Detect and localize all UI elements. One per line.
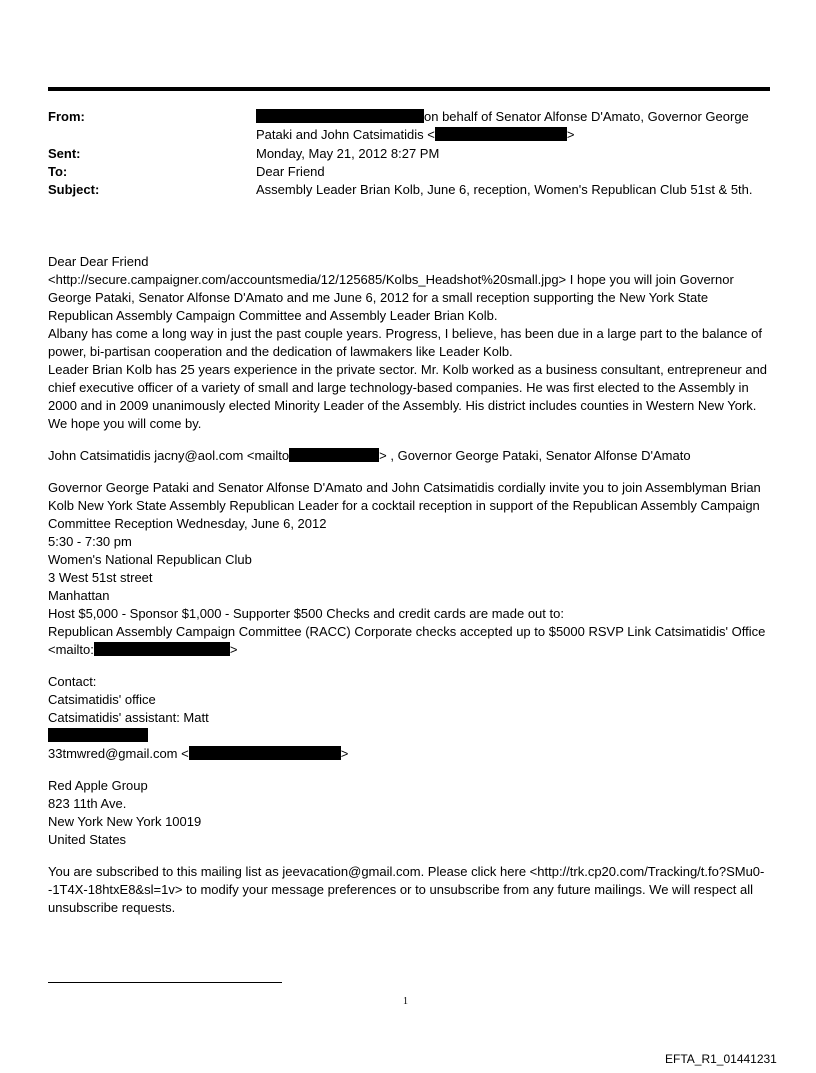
contact-office: Catsimatidis' office xyxy=(48,692,156,707)
event-time: 5:30 - 7:30 pm xyxy=(48,534,132,549)
redaction-bar xyxy=(189,746,341,760)
header-rule xyxy=(48,87,770,91)
subject-label: Subject: xyxy=(48,182,100,197)
paragraph-intro: <http://secure.campaigner.com/accountsmedia/12/125685/Kolbs_Headshot%20small.jpg> I hope you will join Governor George Pataki, Senator Alfonse D'Amato and me June 6, 2012 for a small reception supporting the New York State Republican Assembly Campaign Committee and Assembly Leader Brian Kolb. xyxy=(48,272,734,323)
contact-assistant: Catsimatidis' assistant: Matt xyxy=(48,710,209,725)
invitation-text: Governor George Pataki and Senator Alfonse D'Amato and John Catsimatidis cordially invite you to join Assemblyman Brian Kolb New York State Assembly Republican Leader for a cocktail reception in support of the Republican Assembly Campaign Committee Reception Wednesday, June 6, 2012 xyxy=(48,480,761,531)
subject-value: Assembly Leader Brian Kolb, June 6, reception, Women's Republican Club 51st & 5th. xyxy=(256,182,753,197)
document-id: EFTA_R1_01441231 xyxy=(665,1052,777,1066)
paragraph-albany: Albany has come a long way in just the past couple years. Progress, I believe, has been due in a large part to the balance of power, bi-partisan cooperation and the dedication of lawmakers like Leader Kolb. xyxy=(48,326,762,359)
contact-email: 33tmwred@gmail.com < > xyxy=(48,746,349,761)
email-body xyxy=(48,253,773,917)
paragraph-kolb: Leader Brian Kolb has 25 years experience in the private sector. Mr. Kolb worked as a business consultant, entrepreneur and chief executive officer of a variety of small and large technology-based companies. He was first elected to the Assembly in 2000 and in 2009 unanimously elected Minority Leader of the Assembly. His district includes counties in Western New York. xyxy=(48,362,768,413)
redaction-bar xyxy=(48,728,148,742)
org-country: United States xyxy=(48,832,127,847)
sent-value: Monday, May 21, 2012 8:27 PM xyxy=(256,146,440,161)
org-name: Red Apple Group xyxy=(48,778,148,793)
org-address-1: 823 11th Ave. xyxy=(48,796,127,811)
racc-line: Republican Assembly Campaign Committee (RACC) Corporate checks accepted up to $5000 RSVP Link Catsimatidis' Office <mailto: > xyxy=(48,624,766,657)
greeting: Dear Dear Friend xyxy=(48,254,149,269)
redaction-bar xyxy=(435,127,567,141)
page-number: 1 xyxy=(403,996,408,1007)
paragraph-closing: We hope you will come by. xyxy=(48,416,202,431)
from-text-2-end: > xyxy=(566,127,575,142)
from-text-1: on behalf of Senator Alfonse D'Amato, Governor George xyxy=(424,109,749,124)
footnote-rule xyxy=(48,982,282,983)
redaction-bar xyxy=(94,642,230,656)
contact-label: Contact: xyxy=(48,674,97,689)
from-value-line2 xyxy=(256,126,574,144)
redaction-bar xyxy=(256,109,424,123)
from-text-2: Pataki and John Catsimatidis < xyxy=(256,127,435,142)
from-label: From: xyxy=(48,109,85,124)
org-address-2: New York New York 10019 xyxy=(48,814,202,829)
contribution-levels: Host $5,000 - Sponsor $1,000 - Supporter $500 Checks and credit cards are made out to: xyxy=(48,606,564,621)
redacted-line xyxy=(48,727,773,745)
to-label: To: xyxy=(48,164,68,179)
to-value: Dear Friend xyxy=(256,164,325,179)
from-value-line1 xyxy=(256,108,749,126)
event-city: Manhattan xyxy=(48,588,110,603)
unsubscribe-note: You are subscribed to this mailing list as jeevacation@gmail.com. Please click here <http://trk.cp20.com/Tracking/t.fo?SMu0--1T4X-18htxE8&sl=1v> to modify your message preferences or to unsubscribe from any future mailings. We will respect all unsubscribe requests. xyxy=(48,864,765,915)
sent-label: Sent: xyxy=(48,146,81,161)
event-venue: Women's National Republican Club xyxy=(48,552,252,567)
event-street: 3 West 51st street xyxy=(48,570,153,585)
signature-line: John Catsimatidis jacny@aol.com <mailto > , Governor George Pataki, Senator Alfonse D'Amato xyxy=(48,448,691,463)
redaction-bar xyxy=(289,448,379,462)
